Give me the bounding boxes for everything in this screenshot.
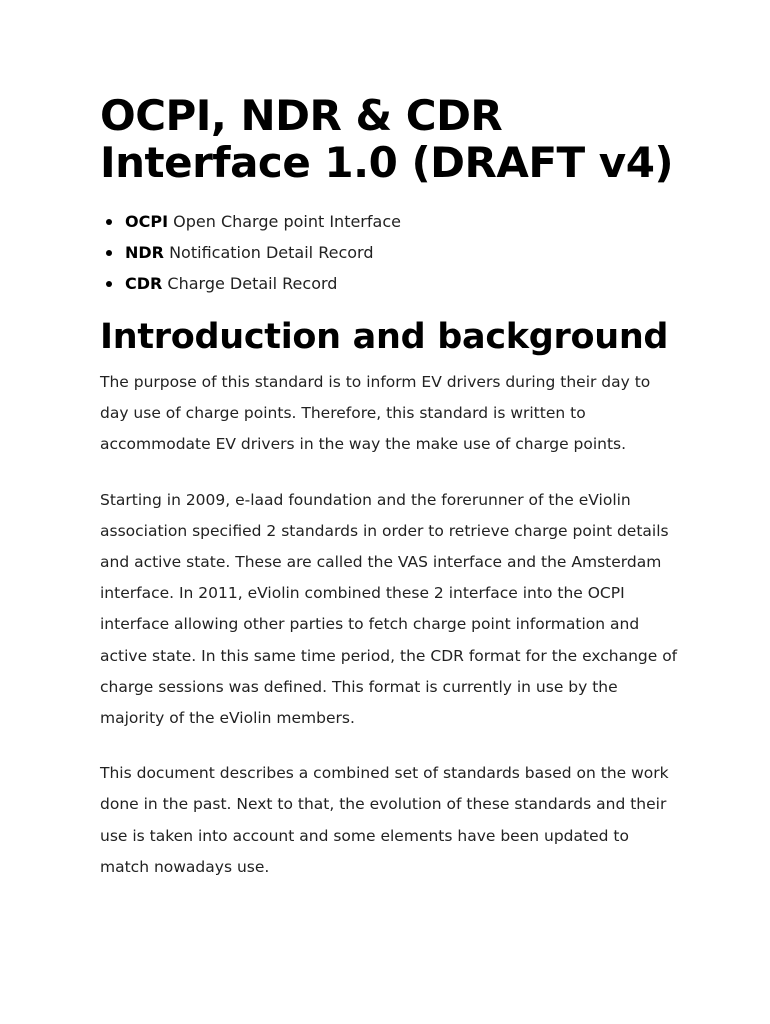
acronym-term: OCPI [125,212,169,231]
paragraph: This document describes a combined set of standards based on the work done in the past. Next to that, the evolution of these standards and their use is taken into account and some elements have been updated to match nowadays use. [100,764,669,876]
paragraph: Starting in 2009, e-laad foundation and the forerunner of the eViolin association specified 2 standards in order to retrieve charge point details and active state. These are called the VAS interface and the Amsterdam interface. In 2011, eViolin combined these 2 interface into the OCPI interface allowing other parties to fetch charge point information and active state. In this same time period, the CDR format for the exchange of charge sessions was defined. This format is currently in use by the majority of the eViolin members. [100,490,678,728]
bullet-icon [106,250,112,256]
list-item [100,206,680,237]
acronym-list [100,206,680,299]
acronym-term: CDR [125,274,163,293]
paragraph: The purpose of this standard is to inform EV drivers during their day to day use of charge points. Therefore, this standard is written to accommodate EV drivers in the way the make use of charge points. [100,373,651,454]
bullet-icon [106,219,112,225]
bullet-icon [106,281,112,287]
document-title: OCPI, NDR & CDR Interface 1.0 (DRAFT v4) [100,91,674,187]
acronym-definition: Open Charge point Interface [168,212,401,231]
acronym-definition: Notification Detail Record [164,243,374,262]
acronym-definition: Charge Detail Record [162,274,338,293]
list-item [100,237,680,268]
section-heading: Introduction and background [100,317,669,357]
document-content [100,92,680,907]
acronym-term: NDR [125,243,164,262]
list-item [100,268,680,299]
